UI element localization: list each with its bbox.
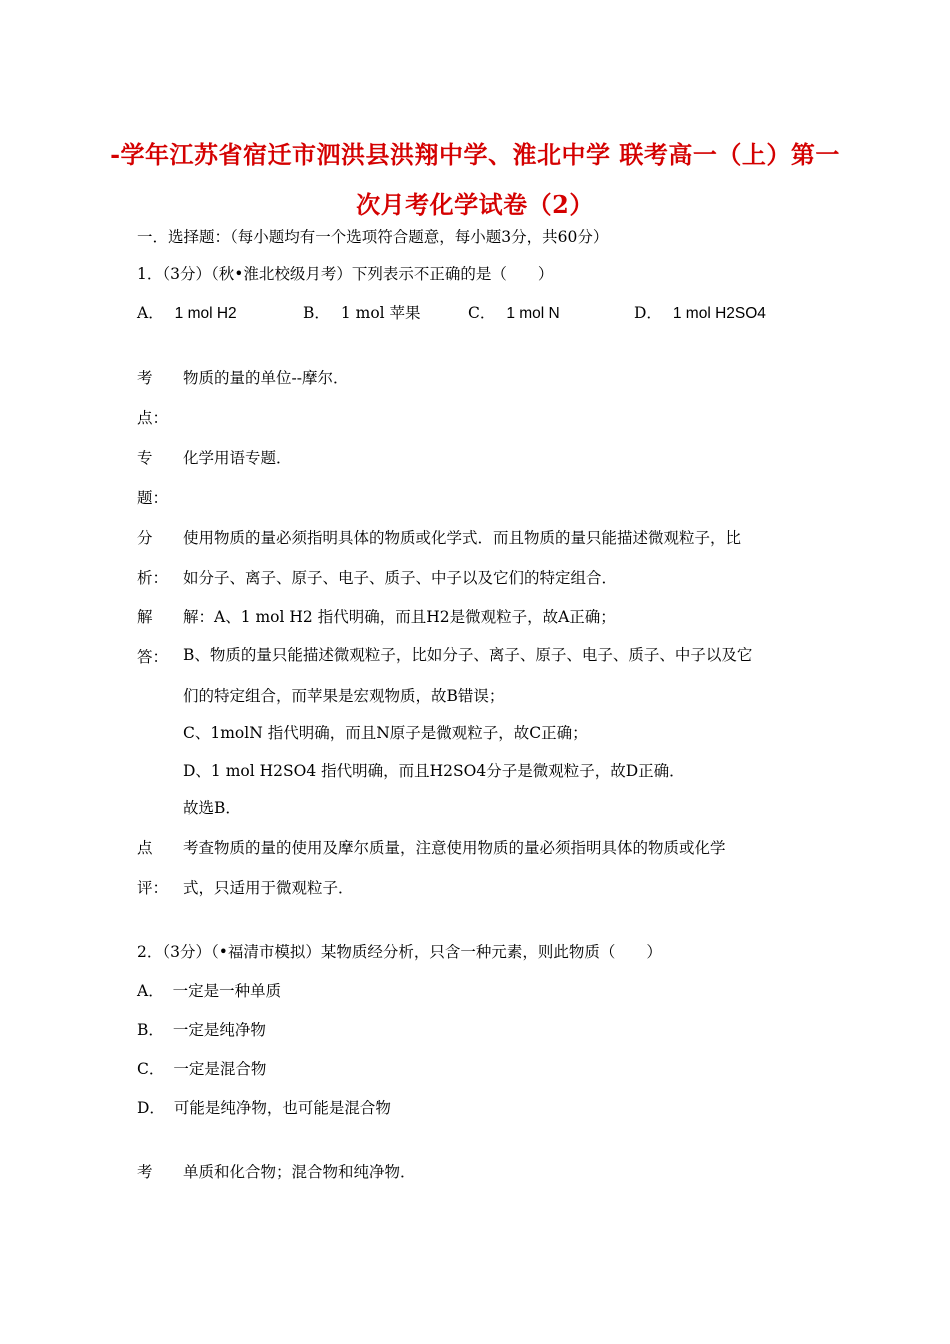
- zhuanti-text: 化学用语专题．: [183, 449, 292, 467]
- fenxi-label-1: 分: [137, 529, 153, 547]
- q2-option-d-text: 可能是纯净物，也可能是混合物: [173, 1099, 391, 1117]
- q1-option-c: [468, 303, 560, 324]
- kaodian-label-1: 考: [137, 369, 153, 387]
- kaodian-text: 物质的量的单位--摩尔．: [183, 369, 349, 387]
- q2-option-c-letter: C．: [137, 1060, 165, 1078]
- document-title-line-2: 次月考化学试卷（2）: [356, 190, 594, 219]
- jieda-line-6: 故选B．: [183, 799, 241, 817]
- dianping-text-line-2: 式，只适用于微观粒子．: [183, 879, 354, 897]
- fenxi-text-line-1: 使用物质的量必须指明具体的物质或化学式．而且物质的量只能描述微观粒子，比: [183, 529, 742, 547]
- question-1-stem: 1．（3分）（秋•淮北校级月考）下列表示不正确的是（ ）: [137, 265, 554, 283]
- dianping-label-1: 点: [137, 839, 153, 857]
- dianping-text-line-1: 考查物质的量的使用及摩尔质量，注意使用物质的量必须指明具体的物质或化学: [183, 839, 726, 857]
- q1-option-d-text: 1 mol H2SO4: [672, 305, 766, 322]
- q2-option-a-text: 一定是一种单质: [172, 982, 282, 1000]
- q2-option-d: [137, 1098, 391, 1118]
- q1-option-a: [137, 303, 237, 324]
- jieda-label-2: 答：: [137, 648, 169, 666]
- jieda-label-1: 解: [137, 608, 153, 626]
- zhuanti-label-1: 专: [137, 449, 153, 467]
- jieda-line-1: 解：A、1 mol H2 指代明确，而且H2是微观粒子，故A正确；: [183, 608, 616, 626]
- q2-option-b-letter: B．: [137, 1021, 164, 1039]
- q2-option-c: [137, 1059, 266, 1079]
- q2-option-a-letter: A．: [137, 982, 164, 1000]
- zhuanti-label-2: 题：: [137, 489, 169, 507]
- q1-option-a-letter: A．: [137, 304, 164, 322]
- q1-option-d-letter: D．: [634, 304, 662, 322]
- dianping-label-2: 评：: [137, 879, 169, 897]
- q2-option-a: [137, 981, 281, 1001]
- jieda-line-5: D、1 mol H2SO4 指代明确，而且H2SO4分子是微观粒子，故D正确．: [183, 762, 685, 780]
- q2-option-d-letter: D．: [137, 1099, 165, 1117]
- q1-option-d: [634, 303, 766, 324]
- kaodian-label-2: 点：: [137, 409, 169, 427]
- document-title-line-1: -学年江苏省宿迁市泗洪县洪翔中学、淮北中学 联考高一（上）第一: [110, 140, 840, 169]
- q1-option-b-text: 1 mol 苹果: [340, 304, 421, 322]
- q1-option-b-letter: B．: [303, 304, 330, 322]
- q1-option-c-letter: C．: [468, 304, 496, 322]
- fenxi-text-line-2: 如分子、离子、原子、电子、质子、中子以及它们的特定组合．: [183, 569, 618, 587]
- question-2-stem: 2．（3分）（•福清市模拟）某物质经分析，只含一种元素，则此物质（ ）: [137, 943, 662, 961]
- section-heading: 一．选择题：（每小题均有一个选项符合题意，每小题3分，共60分）: [137, 228, 609, 246]
- fenxi-label-2: 析：: [137, 569, 169, 587]
- q2-option-b: [137, 1020, 266, 1040]
- q1-option-a-text: 1 mol H2: [174, 305, 237, 322]
- q2-kaodian-text: 单质和化合物；混合物和纯净物．: [183, 1163, 416, 1181]
- q1-option-c-text: 1 mol N: [506, 305, 560, 322]
- q1-option-b: [303, 303, 421, 323]
- q2-kaodian-label-1: 考: [137, 1163, 153, 1181]
- q2-option-b-text: 一定是纯净物: [172, 1021, 266, 1039]
- jieda-line-3: 们的特定组合，而苹果是宏观物质，故B错误；: [183, 687, 505, 705]
- q2-option-c-text: 一定是混合物: [173, 1060, 267, 1078]
- jieda-line-2: B、物质的量只能描述微观粒子，比如分子、离子、原子、电子、质子、中子以及它: [183, 646, 753, 664]
- jieda-line-4: C、1molN 指代明确，而且N原子是微观粒子，故C正确；: [183, 724, 588, 742]
